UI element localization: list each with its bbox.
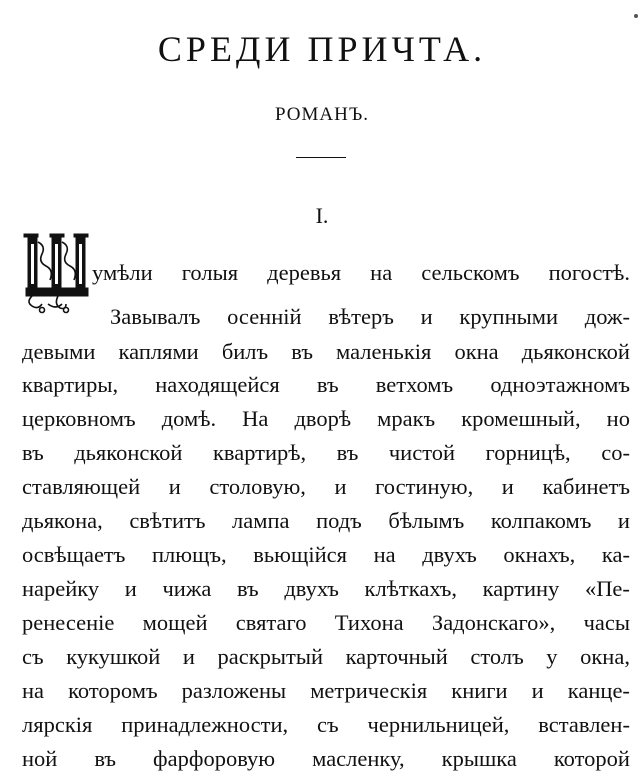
title-divider — [296, 157, 346, 158]
text-line: ставляющей и столовую, и гостиную, и кабинетъ — [22, 474, 630, 499]
text-line: ренесеніе мощей святаго Тихона Задонскаго», часы — [22, 610, 630, 635]
text-line: умѣли голыя деревья на сельскомъ погостѣ. — [92, 260, 630, 285]
text-line: лярскія принадлежности, съ чернильницей, вставлен- — [22, 712, 630, 737]
text-line: девыми каплями билъ въ маленькія окна дьяконской — [22, 339, 630, 364]
text-line: съ кукушкой и раскрытый карточный столъ у окна, — [22, 644, 630, 669]
chapter-number: I. — [315, 203, 329, 228]
page-subtitle: РОМАНЪ. — [274, 104, 370, 125]
text-line: на которомъ разложены метрическія книги и канце- — [22, 678, 630, 703]
text-line: ной въ фарфоровую масленку, крышка которой — [22, 746, 630, 771]
text-line: дьякона, свѣтитъ лампа подъ бѣлымъ колпакомъ и — [22, 508, 630, 533]
text-line: освѣщаетъ плющъ, вьющійся на двухъ окнахъ, ка- — [22, 542, 630, 567]
text-line: въ дьяконской квартирѣ, въ чистой горницѣ, со- — [22, 440, 630, 465]
drop-cap-ornament-icon — [22, 230, 92, 316]
text-line: церковномъ домѣ. На дворѣ мракъ кромешный, но — [22, 406, 630, 431]
text-line: нарейку и чижа въ двухъ клѣткахъ, картину «Пе- — [22, 576, 630, 601]
text-line: Завывалъ осенній вѣтеръ и крупными дож- — [110, 304, 630, 329]
drop-cap — [22, 230, 92, 316]
speck-mark — [634, 14, 638, 18]
page-title: СРЕДИ ПРИЧТА. — [157, 29, 487, 69]
text-line: квартиры, находящейся въ ветхомъ одноэтажномъ — [22, 372, 630, 397]
